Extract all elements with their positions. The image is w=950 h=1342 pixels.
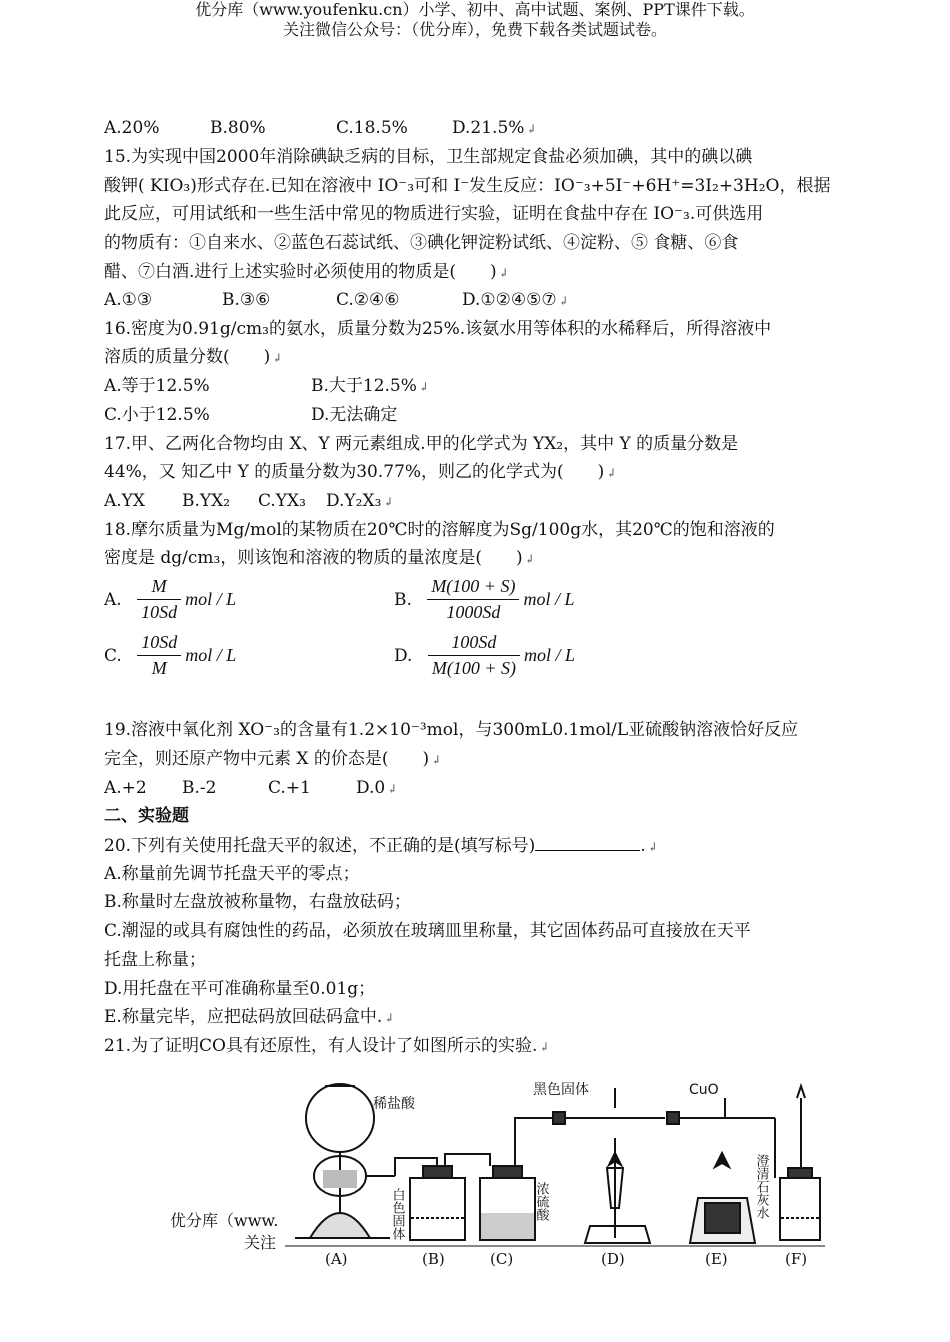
label-f: (F) bbox=[785, 1250, 808, 1268]
q17-line-2: 44%，又 知乙中 Y 的质量分数为30.77%，则乙的化学式为( ) ↲ bbox=[104, 462, 617, 482]
q19-option-c: C.+1 bbox=[268, 778, 311, 798]
fraction-a: $\frac{M}{10Sd}$ bbox=[137, 576, 181, 623]
q19-option-a: A.+2 bbox=[104, 778, 147, 798]
q18-option-d: D. $\frac{100Sd}{M(100 + S)}$ mol / L bbox=[394, 632, 575, 678]
label-c: (C) bbox=[490, 1250, 514, 1268]
q14-option-c: C.18.5% bbox=[336, 118, 408, 138]
fraction-d: $\frac{100Sd}{M(100 + S)}$ bbox=[428, 632, 520, 679]
q20-option-c-line-2: 托盘上称量； bbox=[104, 950, 206, 970]
label-b: (B) bbox=[422, 1250, 445, 1268]
q16-option-c: C.小于12.5% bbox=[104, 405, 210, 425]
q15-line-5: 醋、⑦白酒.进行上述实验时必须使用的物质是( ) ↲ bbox=[104, 262, 509, 282]
label-dilute-acid: 稀盐酸 bbox=[373, 1096, 415, 1112]
q14-option-d: D.21.5% ↲ bbox=[452, 118, 537, 138]
q19-line-1: 19.溶液中氧化剂 XO⁻₃的含量有1.2×10⁻³mol，与300mL0.1mol/L亚硫酸钠溶液恰好反应 bbox=[104, 720, 799, 740]
fraction-c: $\frac{10Sd}{M}$ bbox=[137, 632, 181, 679]
q15-line-1: 15.为实现中国2000年消除碘缺乏病的目标，卫生部规定食盐必须加碘，其中的碘以碘 bbox=[104, 147, 753, 167]
experiment-apparatus-figure bbox=[285, 1078, 825, 1268]
header-line-2: 关注微信公众号：（优分库），免费下载各类试题试卷。 bbox=[282, 20, 667, 39]
q17-line-1: 17.甲、乙两化合物均由 X、Y 两元素组成.甲的化学式为 YX₂，其中 Y 的质量分数是 bbox=[104, 434, 739, 454]
label-conc-acid: 浓硫酸 bbox=[533, 1182, 549, 1221]
label-a: (A) bbox=[325, 1250, 348, 1268]
q16-option-d: D.无法确定 bbox=[311, 405, 398, 425]
q18-line-1: 18.摩尔质量为Mg/mol的某物质在20℃时的溶解度为Sg/100g水，其20℃的饱和溶液的 bbox=[104, 520, 775, 540]
label-black-solid: 黑色固体 bbox=[533, 1082, 589, 1098]
q20-option-c-line-1: C.潮湿的或具有腐蚀性的药品，必须放在玻璃皿里称量，其它固体药品可直接放在天平 bbox=[104, 921, 751, 941]
q16-line-1: 16.密度为0.91g/cm₃的氨水，质量分数为25%.该氨水用等体积的水稀释后，所得溶液中 bbox=[104, 319, 772, 339]
q15-option-b: B.③⑥ bbox=[222, 290, 271, 310]
q20-option-a: A.称量前先调节托盘天平的零点； bbox=[104, 864, 360, 884]
fraction-b: $\frac{M(100 + S)}{1000Sd}$ bbox=[427, 576, 519, 623]
q20-option-b: B.称量时左盘放被称量物，右盘放砝码； bbox=[104, 892, 411, 912]
q15-line-4: 的物质有：①自来水、②蓝色石蕊试纸、③碘化钾淀粉试纸、④淀粉、⑤ 食糖、⑥食 bbox=[104, 233, 739, 253]
apparatus-f bbox=[775, 1086, 820, 1240]
apparatus-d bbox=[553, 1088, 679, 1243]
label-d: (D) bbox=[601, 1250, 625, 1268]
q20-line-1: 20.下列有关使用托盘天平的叙述，不正确的是(填写标号) . ↲ bbox=[104, 836, 658, 856]
apparatus-b bbox=[395, 1154, 490, 1240]
q21-line-1: 21.为了证明CO具有还原性，有人设计了如图所示的实验. ↲ bbox=[104, 1036, 550, 1056]
footer-line-2: 关注 bbox=[244, 1233, 277, 1252]
section-heading: 二、实验题 bbox=[104, 806, 189, 826]
q14-option-a: A.20% bbox=[104, 118, 160, 138]
q17-option-b: B.YX₂ bbox=[182, 491, 231, 511]
q18-option-c: C. $\frac{10Sd}{M}$ mol / L bbox=[104, 632, 237, 678]
q14-option-b: B.80% bbox=[210, 118, 266, 138]
label-white-solid: 白色固体 bbox=[389, 1188, 405, 1240]
q18-line-2: 密度是 dg/cm₃，则该饱和溶液的物质的量浓度是( ) ↲ bbox=[104, 548, 535, 568]
q15-option-a: A.①③ bbox=[104, 290, 153, 310]
q18-option-b: B. $\frac{M(100 + S)}{1000Sd}$ mol / L bbox=[394, 576, 575, 622]
header-line-1: 优分库（www.youfenku.cn）小学、初中、高中试题、案例、PPT课件下载。 bbox=[195, 0, 755, 19]
q17-option-a: A.YX bbox=[104, 491, 146, 511]
q19-option-b: B.-2 bbox=[182, 778, 217, 798]
q16-option-a: A.等于12.5% bbox=[104, 376, 210, 396]
q15-option-c: C.②④⑥ bbox=[336, 290, 400, 310]
q20-option-e: E.称量完毕，应把砝码放回砝码盒中. ↲ bbox=[104, 1007, 395, 1027]
q15-option-d: D.①②④⑤⑦ ↲ bbox=[462, 290, 569, 310]
q15-line-3: 此反应，可用试纸和一些生活中常见的物质进行实验，证明在食盐中存在 IO⁻₃.可供选用 bbox=[104, 204, 764, 224]
q15-line-2: 酸钾( KIO₃)形式存在.已知在溶液中 IO⁻₃可和 I⁻发生反应：IO⁻₃+5I⁻+6H⁺=3I₂+3H₂O，根据 bbox=[104, 176, 831, 196]
label-cuo: CuO bbox=[689, 1082, 719, 1098]
q16-option-b: B.大于12.5% ↲ bbox=[311, 376, 429, 396]
footer-line-1: 优分库（www. bbox=[170, 1211, 279, 1230]
q19-option-d: D.0 ↲ bbox=[356, 778, 398, 798]
answer-blank bbox=[535, 834, 640, 851]
label-limewater: 澄清石灰水 bbox=[753, 1154, 769, 1219]
label-e: (E) bbox=[705, 1250, 728, 1268]
q16-line-2: 溶质的质量分数( ) ↲ bbox=[104, 347, 283, 367]
q20-option-d: D.用托盘在平可准确称量至0.01g； bbox=[104, 979, 376, 999]
q17-option-c: C.YX₃ bbox=[258, 491, 306, 511]
apparatus-c bbox=[480, 1118, 570, 1240]
q19-line-2: 完全，则还原产物中元素 X 的价态是( ) ↲ bbox=[104, 749, 442, 769]
q18-option-a: A. $\frac{M}{10Sd}$ mol / L bbox=[104, 576, 237, 622]
q17-option-d: D.Y₂X₃ ↲ bbox=[326, 491, 394, 511]
